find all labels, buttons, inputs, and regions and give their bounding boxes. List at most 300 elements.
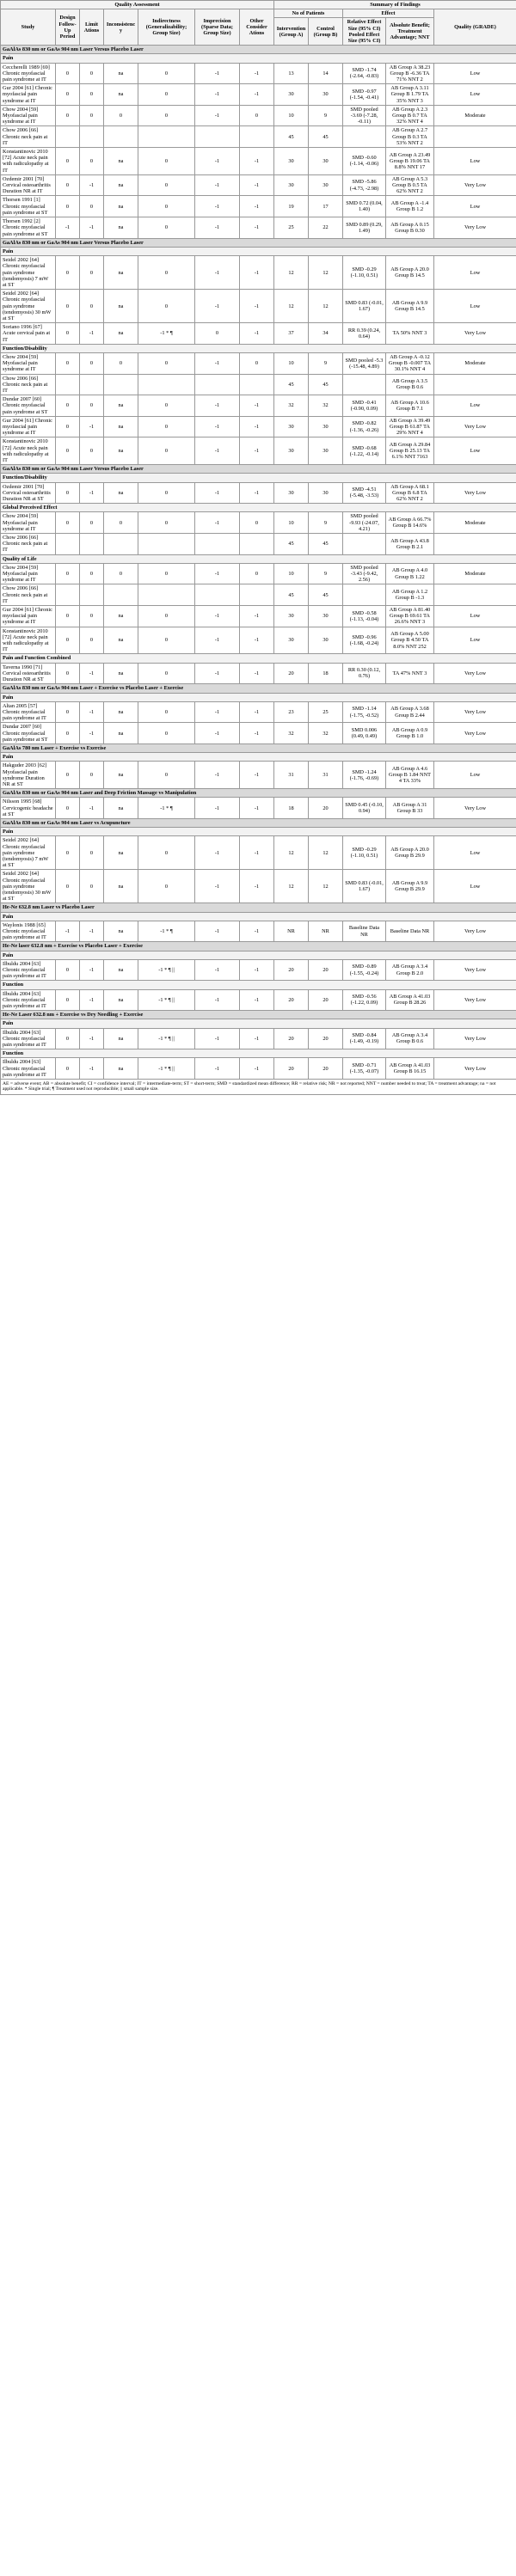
limitations-cell: -1 xyxy=(80,174,104,196)
no-of-patients-header: No of Patients xyxy=(274,9,343,18)
other-cell: -1 xyxy=(240,627,274,654)
limitations-cell: -1 xyxy=(80,1028,104,1049)
study-cell: Soriano 1996 [67] Acute cervical pain at IT xyxy=(1,323,56,345)
comparison-heading xyxy=(1,46,516,54)
other-cell: -1 xyxy=(240,959,274,981)
study-cell: Chow 2004 [59] Myofascial pain syndrome at IT xyxy=(1,512,56,534)
inconsistency-header: Inconsistency xyxy=(104,9,138,46)
comparison-heading xyxy=(1,818,516,827)
design-cell: 0 xyxy=(56,723,80,744)
study-cell: Waylonis 1988 [65] Chronic myofascial pain syndrome at IT xyxy=(1,921,56,942)
outcome-title: Quality of Life xyxy=(1,554,516,563)
table-row xyxy=(1,836,516,870)
footnote-row xyxy=(1,1080,516,1095)
other-cell: -1 xyxy=(240,148,274,175)
imprecision-cell: -1 xyxy=(195,606,240,627)
other-cell: -1 xyxy=(240,663,274,684)
intervention-n-cell: 30 xyxy=(274,174,309,196)
intervention-n-cell: 12 xyxy=(274,256,309,290)
grade-cell: Moderate xyxy=(434,563,516,584)
design-cell: 0 xyxy=(56,416,80,437)
inconsistency-cell: na xyxy=(104,723,138,744)
grade-cell xyxy=(434,126,516,148)
control-n-cell: 34 xyxy=(309,323,343,345)
imprecision-cell: -1 xyxy=(195,105,240,126)
relative-effect-cell xyxy=(343,126,386,148)
absolute-benefit-cell: AB Group A 68.1 Group B 6.8 TA 62% NNT 2 xyxy=(386,482,434,504)
inconsistency-cell: na xyxy=(104,870,138,903)
imprecision-cell: -1 xyxy=(195,395,240,417)
inconsistency-cell: na xyxy=(104,921,138,942)
control-n-cell: 30 xyxy=(309,416,343,437)
inconsistency-cell: na xyxy=(104,989,138,1011)
intervention-n-cell: 30 xyxy=(274,482,309,504)
grade-cell: Very Low xyxy=(434,1058,516,1080)
intervention-n-cell: 30 xyxy=(274,606,309,627)
design-cell: 0 xyxy=(56,989,80,1011)
outcome-title: Function/Disability xyxy=(1,474,516,482)
absolute-benefit-cell: AB Group A 20.0 Group B 29.9 xyxy=(386,836,434,870)
intervention-n-cell: 45 xyxy=(274,534,309,555)
outcome-heading xyxy=(1,654,516,663)
indirectness-cell: 0 xyxy=(138,482,195,504)
table-row xyxy=(1,989,516,1011)
design-cell: 0 xyxy=(56,1058,80,1080)
table-row xyxy=(1,921,516,942)
intervention-n-cell: 45 xyxy=(274,126,309,148)
control-n-cell: 30 xyxy=(309,174,343,196)
relative-effect-cell xyxy=(343,374,386,395)
study-cell: Konstantinovic 2010 [72] Acute neck pain with radiculopathy at IT xyxy=(1,437,56,465)
table-row xyxy=(1,148,516,175)
indirectness-cell: 0 xyxy=(138,105,195,126)
inconsistency-cell: na xyxy=(104,1058,138,1080)
study-cell: Ilbuldu 2004 [63] Chronic myofascial pain syndrome at IT xyxy=(1,1028,56,1049)
absolute-benefit-cell: AB Group A 20.0 Group B 14.5 xyxy=(386,256,434,290)
table-row xyxy=(1,352,516,374)
intervention-n-cell: 10 xyxy=(274,352,309,374)
outcome-heading xyxy=(1,54,516,63)
inconsistency-cell: 0 xyxy=(104,512,138,534)
inconsistency-cell: 0 xyxy=(104,105,138,126)
control-n-cell: 12 xyxy=(309,256,343,290)
limitations-cell: 0 xyxy=(80,105,104,126)
outcome-heading xyxy=(1,247,516,255)
outcome-title: Pain xyxy=(1,951,516,959)
inconsistency-cell: na xyxy=(104,798,138,819)
grade-cell: Low xyxy=(434,627,516,654)
other-cell: -1 xyxy=(240,416,274,437)
comparison-heading xyxy=(1,942,516,951)
absolute-benefit-cell: AB Group A 9.9 Group B 14.5 xyxy=(386,290,434,323)
other-cell: -1 xyxy=(240,395,274,417)
inconsistency-cell: na xyxy=(104,627,138,654)
absolute-benefit-cell: AB Group A 81.40 Group B 69.61 TA 26.6% NNT 3 xyxy=(386,606,434,627)
inconsistency-cell xyxy=(104,374,138,395)
limitations-cell: 0 xyxy=(80,148,104,175)
control-n-cell: 25 xyxy=(309,701,343,723)
study-cell: Thorsen 1992 [2] Chronic myofascial pain syndrome at ST xyxy=(1,217,56,239)
other-cell: -1 xyxy=(240,1058,274,1080)
inconsistency-cell: na xyxy=(104,148,138,175)
absolute-benefit-cell: AB Group A 38.23 Group B -6.36 TA 71% NNT 2 xyxy=(386,63,434,84)
inconsistency-cell xyxy=(104,584,138,606)
design-cell: 0 xyxy=(56,174,80,196)
control-n-cell: 30 xyxy=(309,627,343,654)
study-cell: Chow 2004 [59] Myofascial pain syndrome at IT xyxy=(1,105,56,126)
limitations-cell: 0 xyxy=(80,836,104,870)
other-cell: 0 xyxy=(240,105,274,126)
imprecision-cell: -1 xyxy=(195,836,240,870)
outcome-title: Pain xyxy=(1,54,516,63)
other-cell: 0 xyxy=(240,352,274,374)
relative-effect-cell: Baseline Data NR xyxy=(343,921,386,942)
outcome-title: Pain xyxy=(1,247,516,255)
inconsistency-cell: na xyxy=(104,1028,138,1049)
comparison-title: He-Ne 632.8 nm Laser vs Placebo Laser xyxy=(1,903,516,912)
study-cell: Chow 2004 [59] Myofascial pain syndrome at IT xyxy=(1,352,56,374)
relative-effect-cell: SMD -0.71 (-1.35, -0.07) xyxy=(343,1058,386,1080)
table-row xyxy=(1,63,516,84)
comparison-title: GaAlAs 830 nm or GaAs 904 nm Laser Versus Placebo Laser xyxy=(1,238,516,247)
grade-cell: Low xyxy=(434,290,516,323)
imprecision-cell: -1 xyxy=(195,482,240,504)
design-cell: 0 xyxy=(56,701,80,723)
comparison-title: He-Ne laser 632.8 nm + Exercise vs Placebo Laser + Exercise xyxy=(1,942,516,951)
table-row xyxy=(1,323,516,345)
design-cell: 0 xyxy=(56,256,80,290)
relative-effect-cell: SMD 0.89 (0.29, 1.49) xyxy=(343,217,386,239)
limitations-cell xyxy=(80,534,104,555)
outcome-heading xyxy=(1,828,516,836)
absolute-benefit-cell: AB Group A 9.9 Group B 29.9 xyxy=(386,870,434,903)
limitations-cell: 0 xyxy=(80,290,104,323)
outcome-heading xyxy=(1,554,516,563)
indirectness-cell: -1 * ¶ xyxy=(138,323,195,345)
study-cell: Chow 2006 [66] Chronic neck pain at IT xyxy=(1,374,56,395)
design-cell: 0 xyxy=(56,395,80,417)
comparison-heading xyxy=(1,743,516,752)
inconsistency-cell xyxy=(104,534,138,555)
relative-effect-cell: SMD -0.97 (-1.54, -0.41) xyxy=(343,84,386,106)
comparison-heading xyxy=(1,789,516,798)
comparison-title: GaAlAs 830 nm or GaAs 904 nm Laser and Deep Friction Massage vs Manipulation xyxy=(1,789,516,798)
inconsistency-cell: 0 xyxy=(104,352,138,374)
absolute-benefit-cell: AB Group A 5.00 Group B 4.50 TA 8.0% NNT 252 xyxy=(386,627,434,654)
inconsistency-cell: na xyxy=(104,663,138,684)
control-n-cell: 9 xyxy=(309,352,343,374)
grade-cell: Very Low xyxy=(434,959,516,981)
outcome-heading xyxy=(1,1019,516,1028)
grade-cell: Very Low xyxy=(434,482,516,504)
design-cell xyxy=(56,584,80,606)
indirectness-cell xyxy=(138,374,195,395)
table-row xyxy=(1,84,516,106)
design-cell: 0 xyxy=(56,148,80,175)
inconsistency-cell: na xyxy=(104,762,138,789)
outcome-title: Pain xyxy=(1,693,516,701)
other-cell xyxy=(240,584,274,606)
other-cell: -1 xyxy=(240,606,274,627)
relative-effect-cell: SMD 0.83 (-0.01, 1.67) xyxy=(343,870,386,903)
control-n-cell: 32 xyxy=(309,723,343,744)
indirectness-cell: 0 xyxy=(138,870,195,903)
imprecision-cell: -1 xyxy=(195,63,240,84)
study-cell: Seidel 2002 [64] Chronic myofascial pain syndrome (tendomyosis) 30 mW at ST xyxy=(1,290,56,323)
design-header: Design Follow-Up Period xyxy=(56,9,80,46)
design-cell: 0 xyxy=(56,437,80,465)
intervention-n-cell: 30 xyxy=(274,416,309,437)
imprecision-cell: -1 xyxy=(195,512,240,534)
limitations-cell xyxy=(80,584,104,606)
indirectness-cell: -1 * ¶ || xyxy=(138,1028,195,1049)
limitations-cell: 0 xyxy=(80,395,104,417)
grade-cell: Very Low xyxy=(434,989,516,1011)
intervention-n-cell: 32 xyxy=(274,723,309,744)
relative-effect-cell: SMD -5.86 (-4.73, -2.98) xyxy=(343,174,386,196)
design-cell: -1 xyxy=(56,217,80,239)
outcome-title: Pain xyxy=(1,828,516,836)
inconsistency-cell: na xyxy=(104,256,138,290)
comparison-title: GaAlAs 830 nm or GaAs 904 nm Laser Versus Placebo Laser xyxy=(1,46,516,54)
limitations-cell: 0 xyxy=(80,256,104,290)
intervention-n-cell: 20 xyxy=(274,959,309,981)
grade-cell: Very Low xyxy=(434,217,516,239)
study-header: Study xyxy=(1,9,56,46)
imprecision-cell: -1 xyxy=(195,1028,240,1049)
table-row xyxy=(1,512,516,534)
design-cell: 0 xyxy=(56,323,80,345)
imprecision-cell: 0 xyxy=(195,323,240,345)
study-cell: Ilbuldu 2004 [63] Chronic myofascial pain syndrome at IT xyxy=(1,989,56,1011)
effect-header: Effect xyxy=(343,9,434,18)
comparison-heading xyxy=(1,684,516,693)
study-cell: Seidel 2002 [64] Chronic myofascial pain syndrome (tendomyosis) 7 mW at ST xyxy=(1,836,56,870)
intervention-n-cell: 25 xyxy=(274,217,309,239)
outcome-heading xyxy=(1,693,516,701)
intervention-n-cell: 12 xyxy=(274,290,309,323)
table-row xyxy=(1,563,516,584)
relative-effect-cell: SMD -1.74 (-2.64, -0.83) xyxy=(343,63,386,84)
other-cell: -1 xyxy=(240,256,274,290)
study-cell: Hakguder 2003 [62] Myofascial pain syndrome Duration NR at ST xyxy=(1,762,56,789)
grade-cell: Very Low xyxy=(434,174,516,196)
other-cell: -1 xyxy=(240,482,274,504)
control-n-cell: 45 xyxy=(309,584,343,606)
table-row xyxy=(1,723,516,744)
control-n-cell: 12 xyxy=(309,870,343,903)
grade-cell: Low xyxy=(434,395,516,417)
intervention-n-cell: 32 xyxy=(274,395,309,417)
absolute-benefit-cell: AB Group A 29.84 Group B 25.13 TA 6.1% NNT 7163 xyxy=(386,437,434,465)
indirectness-cell: -1 * ¶ xyxy=(138,798,195,819)
table-row xyxy=(1,217,516,239)
control-n-cell: 20 xyxy=(309,989,343,1011)
indirectness-cell: 0 xyxy=(138,627,195,654)
indirectness-cell: 0 xyxy=(138,148,195,175)
absolute-benefit-cell: TA 47% NNT 3 xyxy=(386,663,434,684)
study-cell: Konstantinovic 2010 [72] Acute neck pain with radiculopathy at IT xyxy=(1,627,56,654)
relative-effect-cell: SMD pooled -9.93 (-24.07, 4.21) xyxy=(343,512,386,534)
footnote: AE = adverse event; AB = absolute benefit; CI = confidence interval; IT = intermediate-term; ST = short-term; SMD = standardized mean difference; RR = relative risk; NR = not reported; NNT = number needed to treat; TA = treatment advantage; na = not applicable. * Single trial; ¶ Treatment used not reproducible; || small sample size. xyxy=(1,1080,516,1095)
table-row xyxy=(1,105,516,126)
comparison-title: He-Ne Laser 632.8 nm + Exercise vs Dry Needling + Exercise xyxy=(1,1011,516,1019)
other-cell: -1 xyxy=(240,836,274,870)
indirectness-cell: 0 xyxy=(138,84,195,106)
absolute-benefit-cell: AB Group A 3.4 Group B 0.6 xyxy=(386,1028,434,1049)
study-cell: Altan 2005 [57] Chronic myofascial pain syndrome at IT xyxy=(1,701,56,723)
limitations-cell: 0 xyxy=(80,627,104,654)
limitations-cell: 0 xyxy=(80,762,104,789)
control-n-cell: 30 xyxy=(309,84,343,106)
table-row xyxy=(1,627,516,654)
control-n-cell: 20 xyxy=(309,798,343,819)
relative-effect-cell: SMD -4.51 (-5.48, -3.53) xyxy=(343,482,386,504)
other-cell: -1 xyxy=(240,63,274,84)
indirectness-cell: 0 xyxy=(138,512,195,534)
design-cell: 0 xyxy=(56,959,80,981)
absolute-benefit-header: Absolute Benefit; Treatment Advantage; NNT xyxy=(386,18,434,46)
other-cell: -1 xyxy=(240,701,274,723)
grade-cell: Low xyxy=(434,84,516,106)
design-cell: 0 xyxy=(56,606,80,627)
comparison-heading xyxy=(1,1011,516,1019)
relative-effect-cell: SMD -0.96 (-1.68, -0.24) xyxy=(343,627,386,654)
indirectness-cell: 0 xyxy=(138,701,195,723)
grade-cell: Low xyxy=(434,606,516,627)
absolute-benefit-cell: AB Group A -1.4 Group B 1.2 xyxy=(386,196,434,217)
intervention-n-cell: 10 xyxy=(274,105,309,126)
inconsistency-cell: na xyxy=(104,196,138,217)
outcome-heading xyxy=(1,951,516,959)
intervention-header: Intervention (Group A) xyxy=(274,18,309,46)
design-cell: 0 xyxy=(56,196,80,217)
other-cell: -1 xyxy=(240,989,274,1011)
intervention-n-cell: 37 xyxy=(274,323,309,345)
outcome-heading xyxy=(1,1049,516,1058)
relative-effect-cell: SMD pooled -3.69 (-7.28, -0.11) xyxy=(343,105,386,126)
absolute-benefit-cell: TA 50% NNT 3 xyxy=(386,323,434,345)
intervention-n-cell: 45 xyxy=(274,584,309,606)
table-row xyxy=(1,584,516,606)
limitations-cell: 0 xyxy=(80,512,104,534)
grade-cell: Low xyxy=(434,196,516,217)
design-cell: 0 xyxy=(56,512,80,534)
indirectness-cell: 0 xyxy=(138,256,195,290)
indirectness-cell: -1 * ¶ || xyxy=(138,959,195,981)
grade-cell: Low xyxy=(434,870,516,903)
control-n-cell: 22 xyxy=(309,217,343,239)
study-cell: Gur 2004 [61] Chronic myofascial pain syndrome at IT xyxy=(1,416,56,437)
control-n-cell: NR xyxy=(309,921,343,942)
relative-effect-cell: SMD -0.29 (-1.10, 0.51) xyxy=(343,256,386,290)
other-cell: -1 xyxy=(240,870,274,903)
indirectness-cell: 0 xyxy=(138,63,195,84)
study-cell: Chow 2006 [66] Chronic neck pain at IT xyxy=(1,534,56,555)
indirectness-cell: -1 * ¶ xyxy=(138,921,195,942)
inconsistency-cell: na xyxy=(104,836,138,870)
indirectness-cell: 0 xyxy=(138,416,195,437)
outcome-heading xyxy=(1,981,516,989)
study-cell: Nilsson 1995 [68] Cervicogenic headache at ST xyxy=(1,798,56,819)
grade-evidence-table xyxy=(0,0,516,1095)
outcome-title: Pain xyxy=(1,912,516,921)
limitations-header: Limit Ations xyxy=(80,9,104,46)
indirectness-cell: 0 xyxy=(138,437,195,465)
other-cell: 0 xyxy=(240,563,274,584)
inconsistency-cell: na xyxy=(104,482,138,504)
indirectness-cell: 0 xyxy=(138,395,195,417)
imprecision-cell xyxy=(195,534,240,555)
other-cell xyxy=(240,534,274,555)
other-cell: -1 xyxy=(240,217,274,239)
grade-cell: Moderate xyxy=(434,512,516,534)
header-row-2 xyxy=(1,9,516,18)
imprecision-cell: -1 xyxy=(195,563,240,584)
relative-effect-cell: SMD -0.84 (-1.49, -0.19) xyxy=(343,1028,386,1049)
intervention-n-cell: 30 xyxy=(274,148,309,175)
limitations-cell: -1 xyxy=(80,482,104,504)
design-cell: 0 xyxy=(56,836,80,870)
grade-cell: Very Low xyxy=(434,921,516,942)
table-row xyxy=(1,395,516,417)
inconsistency-cell: na xyxy=(104,701,138,723)
imprecision-cell: -1 xyxy=(195,1058,240,1080)
study-cell: Thorsen 1991 [1] Chronic myofascial pain syndrome at ST xyxy=(1,196,56,217)
inconsistency-cell: na xyxy=(104,217,138,239)
grade-cell: Very Low xyxy=(434,701,516,723)
intervention-n-cell: 20 xyxy=(274,989,309,1011)
control-n-cell: 45 xyxy=(309,126,343,148)
design-cell: 0 xyxy=(56,63,80,84)
design-cell: 0 xyxy=(56,627,80,654)
absolute-benefit-cell: AB Group A 31 Group B 33 xyxy=(386,798,434,819)
design-cell: 0 xyxy=(56,798,80,819)
grade-cell xyxy=(434,374,516,395)
intervention-n-cell: 18 xyxy=(274,798,309,819)
relative-effect-cell: SMD -0.58 (-1.13, -0.04) xyxy=(343,606,386,627)
imprecision-cell xyxy=(195,584,240,606)
imprecision-cell: -1 xyxy=(195,870,240,903)
imprecision-cell: -1 xyxy=(195,762,240,789)
imprecision-cell: -1 xyxy=(195,798,240,819)
study-cell: Chow 2006 [66] Chronic neck pain at IT xyxy=(1,126,56,148)
outcome-title: Global Perceived Effect xyxy=(1,504,516,512)
outcome-title: Pain xyxy=(1,753,516,762)
imprecision-cell: -1 xyxy=(195,148,240,175)
comparison-heading xyxy=(1,903,516,912)
grade-cell: Moderate xyxy=(434,105,516,126)
absolute-benefit-cell: AB Group A 3.68 Group B 2.44 xyxy=(386,701,434,723)
relative-effect-cell: SMD 0.72 (0.04, 1.40) xyxy=(343,196,386,217)
relative-effect-cell: SMD -0.56 (-1.22, 0.09) xyxy=(343,989,386,1011)
study-cell: Ozdemir 2001 [70] Cervical osteoarthritis Duration NR at IT xyxy=(1,174,56,196)
study-cell: Gur 2004 [61] Chronic myofascial pain syndrome at IT xyxy=(1,606,56,627)
limitations-cell: 0 xyxy=(80,437,104,465)
limitations-cell: 0 xyxy=(80,352,104,374)
intervention-n-cell: 10 xyxy=(274,563,309,584)
grade-cell: Very Low xyxy=(434,723,516,744)
control-n-cell: 20 xyxy=(309,959,343,981)
imprecision-cell: -1 xyxy=(195,256,240,290)
imprecision-cell: -1 xyxy=(195,416,240,437)
indirectness-cell: 0 xyxy=(138,352,195,374)
indirectness-cell: 0 xyxy=(138,563,195,584)
indirectness-cell: 0 xyxy=(138,174,195,196)
intervention-n-cell: 20 xyxy=(274,663,309,684)
relative-effect-cell: SMD 0.83 (-0.01, 1.67) xyxy=(343,290,386,323)
design-cell xyxy=(56,374,80,395)
